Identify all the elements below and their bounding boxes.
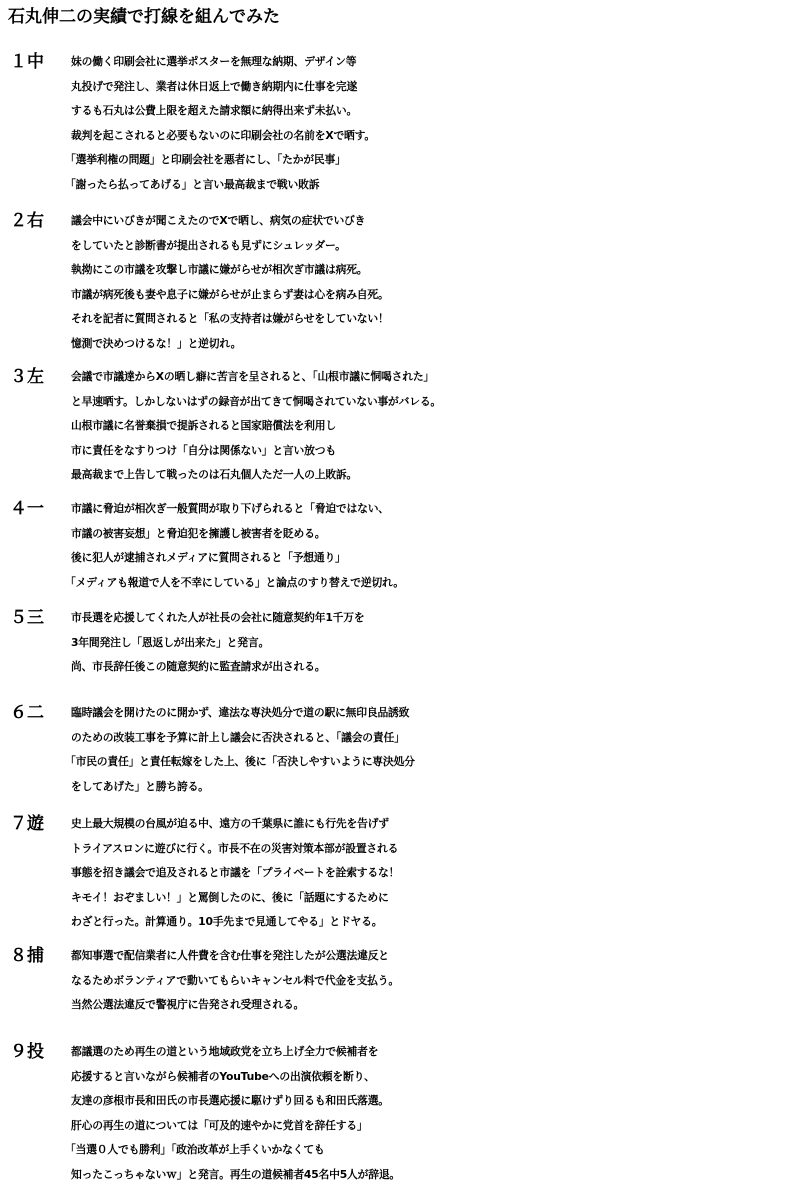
entry-text-line: 議会中にいびきが聞こえたのでXで晒し、病気の症状でいびき — [71, 214, 366, 227]
entry-text-line: わざと行った。計算通り。10手先まで見通してやる」とドヤる。 — [71, 915, 383, 929]
entry-position-label: ６二 — [10, 703, 44, 723]
entry-text-line: なるためボランティアで動いてもらいキャンセル料で代金を支払う。 — [71, 973, 399, 987]
entry-position-label: ７遊 — [10, 814, 44, 834]
entry-text-line: 憶測で決めつけるな！」と逆切れ。 — [71, 336, 242, 350]
entry-text-line: 事態を招き議会で追及されると市議を「プライベートを詮索するな！ — [71, 866, 400, 880]
entry-position-label: ４一 — [10, 499, 44, 519]
entry-text-line: 後に犯人が逮捕されメディアに質問されると「予想通り」 — [71, 551, 346, 565]
entry-position-label: ２右 — [10, 211, 44, 231]
entry-description — [71, 944, 789, 1018]
entry-text-line: 市に責任をなすりつけ「自分は関係ない」と言い放つも — [71, 443, 336, 457]
entry-text-line: 市議の被害妄想」と脅迫犯を擁護し被害者を貶める。 — [71, 526, 326, 540]
entry-description — [71, 365, 789, 488]
entry-text-line: キモイ！おぞましい！」と罵倒したのに、後に「話題にするために — [71, 890, 389, 904]
entry-text-line: 臨時議会を開けたのに開かず、違法な専決処分で道の駅に無印良品誘致 — [71, 706, 410, 719]
entry-text-line: をしてあげた」と勝ち誇る。 — [71, 779, 209, 793]
entry-text-line: 応援すると言いながら候補者のYouTubeへの出演依頼を断り、 — [71, 1069, 375, 1083]
entry-text-line: 3年間発注し「恩返しが出来た」と発言。 — [71, 635, 270, 649]
entry-text-line: 当然公選法違反で警視庁に告発され受理される。 — [71, 998, 305, 1012]
entry-text-line: するも石丸は公費上限を超えた請求額に納得出来ず未払い。 — [71, 104, 358, 118]
entry-text-line: のための改装工事を予算に計上し議会に否決されると、「議会の責任」 — [71, 730, 405, 744]
entry-text-line: 「謝ったら払ってあげる」と言い最高裁まで戦い敗訴 — [65, 177, 320, 191]
entry-text-line: 最高裁まで上告して戦ったのは石丸個人ただ一人の上敗訴。 — [71, 468, 358, 482]
entry-position-label: ５三 — [10, 608, 44, 628]
entry-text-line: 都議選のため再生の道という地域政党を立ち上げ全力で候補者を — [71, 1045, 379, 1058]
entry-description — [65, 1040, 789, 1188]
entry-position-label: ８捕 — [10, 946, 44, 966]
entry-text-line: 都知事選で配信業者に人件費を含む仕事を発注したが公選法違反と — [71, 949, 389, 962]
entry-text-line: 会議で市議達からXの晒し癖に苦言を呈されると、「山根市議に恫喝された」 — [71, 370, 435, 383]
entry-description — [71, 209, 789, 357]
entry-text-line: トライアスロンに遊びに行く。市長不在の災害対策本部が設置される — [71, 841, 399, 855]
entry-position-label: ３左 — [10, 367, 44, 387]
entry-text-line: 市議に脅迫が相次ぎ一般質問が取り下げられると「脅迫ではない、 — [71, 502, 389, 515]
entry-text-line: 「市民の責任」と責任転嫁をした上、後に「否決しやすいように専決処分 — [65, 755, 415, 769]
entry-text-line: 肝心の再生の道については「可及的速やかに党首を辞任する」 — [71, 1118, 368, 1132]
entry-text-line: 市議が病死後も妻や息子に嫌がらせが止まらず妻は心を病み自死。 — [71, 287, 389, 301]
entry-text-line: 妹の働く印刷会社に選挙ポスターを無理な納期、デザイン等 — [71, 55, 357, 68]
entry-description — [71, 606, 789, 680]
entry-text-line: それを記者に質問されると「私の支持者は嫌がらせをしていない！ — [71, 312, 389, 326]
entry-text-line: 友達の彦根市長和田氏の市長選応援に駆けずり回るも和田氏落選。 — [71, 1094, 389, 1108]
entry-text-line: 知ったこっちゃないｗ」と発言。再生の道候補者45名中5人が辞退。 — [71, 1167, 401, 1181]
entry-text-line: 尚、市長辞任後この随意契約に監査請求が出される。 — [71, 660, 326, 674]
entry-text-line: 裁判を起こされると必要もないのに印刷会社の名前をXで晒す。 — [71, 128, 375, 142]
entry-text-line: をしていたと診断書が提出されるも見ずにシュレッダー。 — [71, 238, 346, 252]
entry-text-line: 丸投げで発注し、業者は休日返上で働き納期内に仕事を完遂 — [71, 79, 358, 93]
entry-text-line: 「当選０人でも勝利」「政治改革が上手くいかなくても — [65, 1143, 325, 1157]
entry-text-line: 「メディアも報道で人を不幸にしている」と論点のすり替えで逆切れ。 — [65, 575, 404, 589]
entry-position-label: １中 — [10, 52, 44, 72]
entry-text-line: 市長選を応援してくれた人が社長の会社に随意契約年1千万を — [71, 611, 365, 624]
entry-description — [65, 50, 789, 198]
document-title: 石丸伸二の実績で打線を組んでみた — [8, 7, 280, 27]
entry-description — [71, 812, 789, 935]
entry-description — [65, 497, 789, 595]
entry-text-line: 山根市議に名誉棄損で提訴されると国家賠償法を利用し — [71, 419, 336, 433]
entry-text-line: 史上最大規模の台風が迫る中、遠方の千葉県に誰にも行先を告げず — [71, 817, 389, 830]
entry-text-line: 執拗にこの市議を攻撃し市議に嫌がらせが相次ぎ市議は病死。 — [71, 263, 368, 277]
entry-text-line: 「選挙利権の問題」と印刷会社を悪者にし、「たかが民事」 — [65, 153, 346, 167]
entry-position-label: ９投 — [10, 1042, 44, 1062]
entry-description — [65, 701, 789, 799]
entry-text-line: と早速晒す。しかしないはずの録音が出てきて恫喝されていない事がバレる。 — [71, 394, 442, 408]
